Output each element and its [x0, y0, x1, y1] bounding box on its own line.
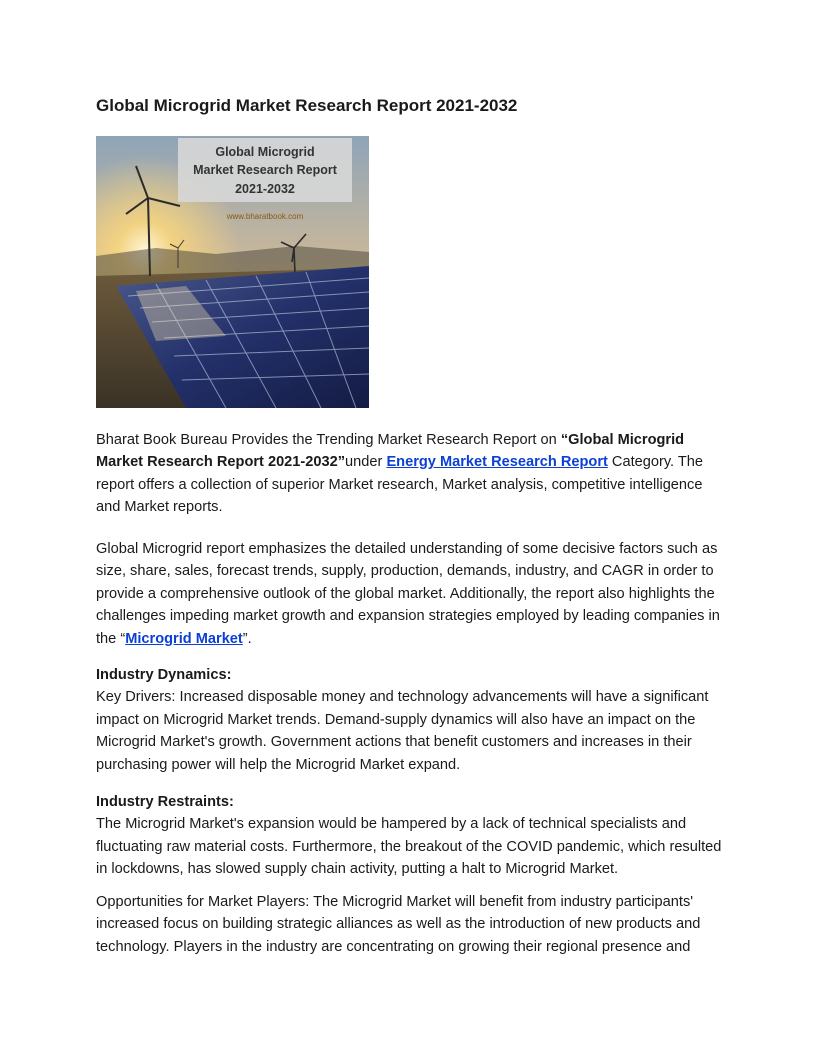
cover-image	[96, 136, 369, 408]
intro-paragraph	[96, 429, 726, 519]
restraints-section	[96, 791, 726, 881]
microgrid-market-link[interactable]: Microgrid Market	[125, 630, 243, 647]
cover-heading-line-3: 2021-2032	[235, 182, 295, 196]
intro-text-after: Category. The report offers a collection of superior Market research, Market analysis, competitive intelligence and Market reports.	[96, 454, 704, 516]
overview-text-before: Global Microgrid report emphasizes the detailed understanding of some decisive factors such as size, share, sales, forecast trends, supply, production, demands, industry, and CAGR in order to provide a comprehensive outlook of the global market. Additionally, the report also highlights the challenges impeding market growth and expansion strategies employed by leading companies in the “	[96, 541, 720, 647]
restraints-heading: Industry Restraints:	[96, 794, 234, 810]
cover-website: www.bharatbook.com	[226, 212, 304, 221]
cover-heading-line-2: Market Research Report	[193, 163, 337, 177]
energy-market-report-link[interactable]: Energy Market Research Report	[386, 454, 608, 471]
document-title: Global Microgrid Market Research Report 2021-2032	[96, 96, 518, 115]
overview-text-after: ”.	[242, 630, 252, 647]
intro-text-under: under	[345, 454, 387, 471]
opportunities-section	[96, 891, 726, 958]
intro-report-name: “Global Microgrid Market Research Report 2021-2032”	[96, 432, 685, 471]
dynamics-heading: Industry Dynamics:	[96, 667, 232, 683]
dynamics-section	[96, 664, 726, 776]
dynamics-text: Key Drivers: Increased disposable money and technology advancements will have a significant impact on Microgrid Market trends. Demand-supply dynamics will also have an impact on the Microgrid Market's growth. Government actions that benefit customers and increases in their purchasing power will help the Microgrid Market expand.	[96, 689, 709, 773]
cover-heading-line-1: Global Microgrid	[215, 145, 315, 159]
overview-paragraph	[96, 538, 726, 650]
intro-text-before: Bharat Book Bureau Provides the Trending Market Research Report on	[96, 432, 561, 448]
opportunities-text: Opportunities for Market Players: The Microgrid Market will benefit from industry participants' increased focus on building strategic alliances as well as the introduction of new products and technology. Players in the industry are concentrating on growing their regional presence and	[96, 894, 701, 955]
restraints-text: The Microgrid Market's expansion would be hampered by a lack of technical specialists and fluctuating raw material costs. Furthermore, the breakout of the COVID pandemic, which resulted in lockdowns, has slowed supply chain activity, putting a halt to Microgrid Market.	[96, 816, 722, 878]
